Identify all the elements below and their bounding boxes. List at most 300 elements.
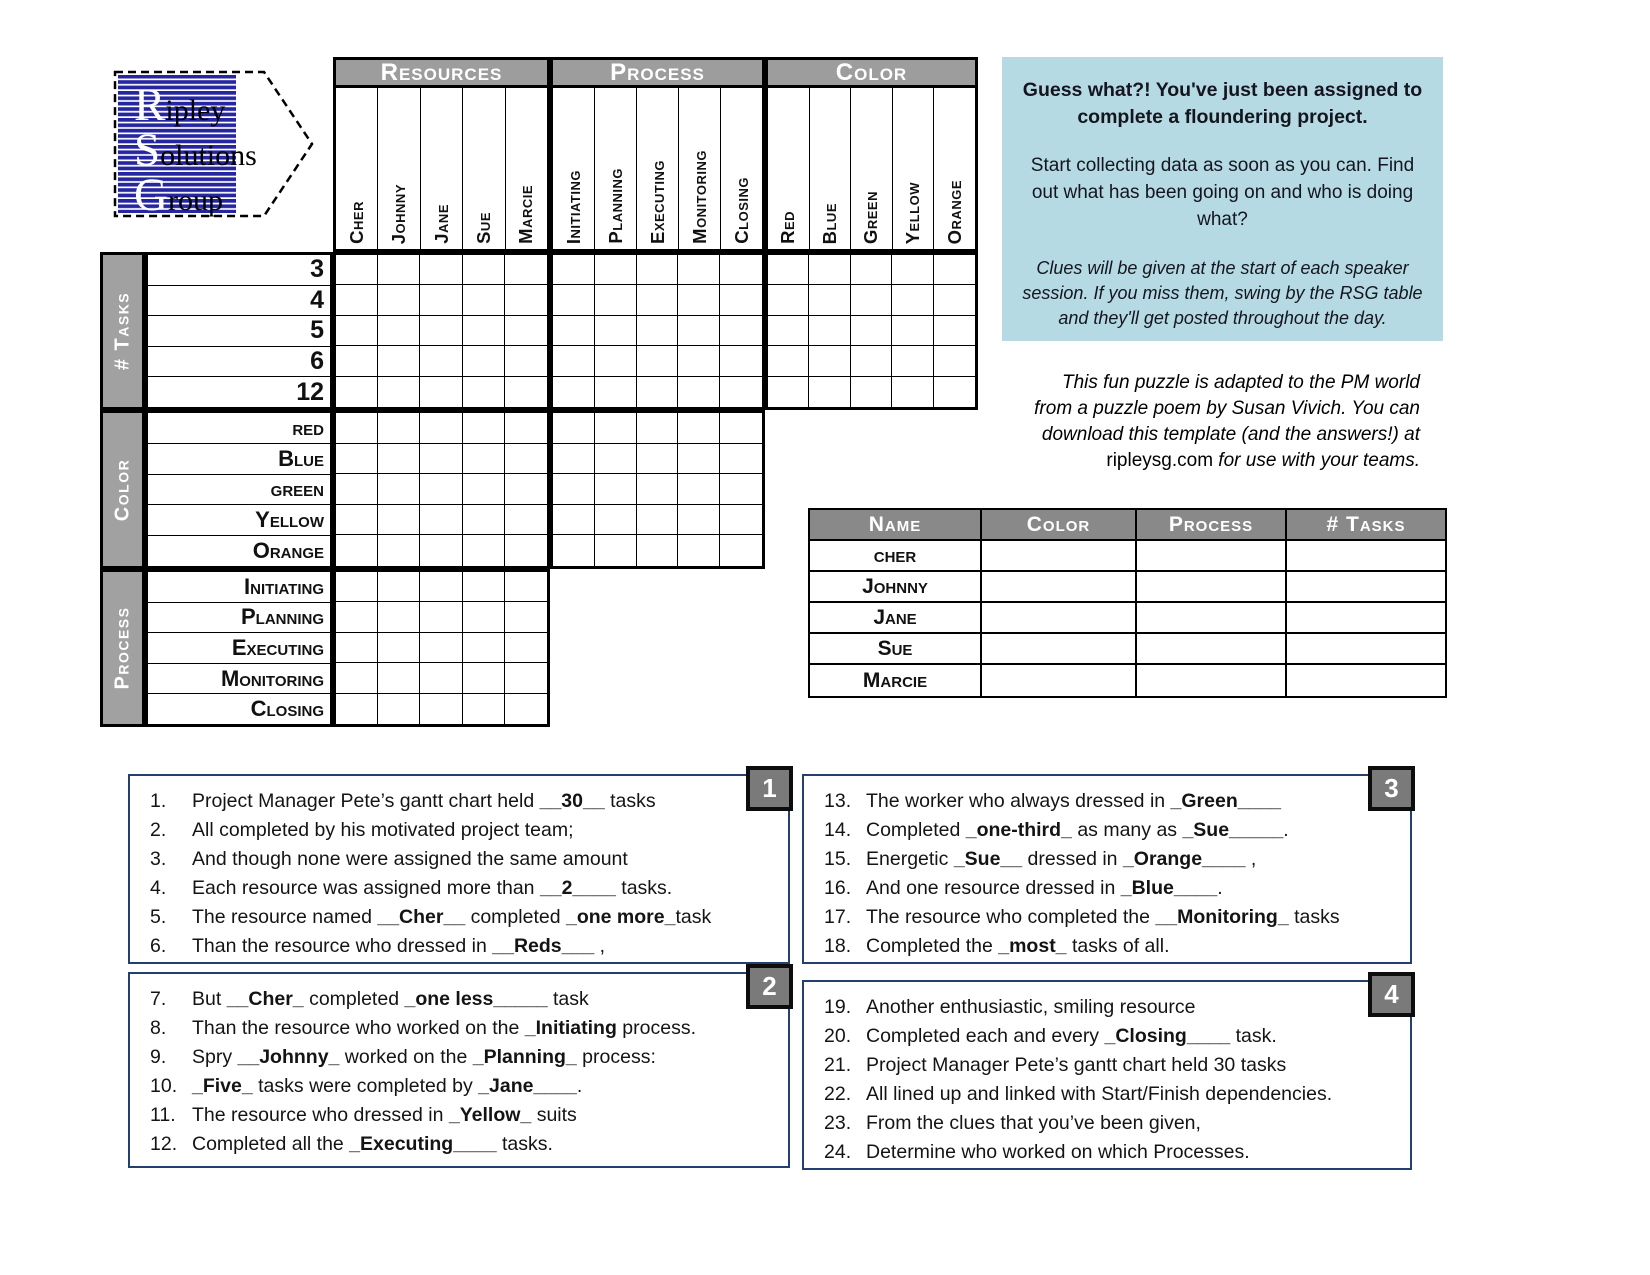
logo-rest-group: roup: [167, 184, 223, 217]
row-label-initiating: Initiating: [148, 572, 330, 603]
row-label-executing: Executing: [148, 633, 330, 664]
grid-cell[interactable]: [420, 505, 462, 536]
grid-cell[interactable]: [678, 285, 720, 315]
col-label-marcie: Marcie: [515, 185, 537, 244]
grid-cell[interactable]: [420, 285, 462, 315]
answer-table-row: [810, 665, 1445, 696]
clue-number: 12.: [150, 1133, 178, 1155]
grid-cell[interactable]: [378, 505, 420, 536]
answer-cell[interactable]: [1137, 603, 1287, 634]
clue-text-segment: Determine who worked on which Processes.: [866, 1141, 1250, 1163]
clue-answer-blank: _one less_____: [404, 988, 548, 1010]
grid-cell[interactable]: [378, 602, 420, 632]
answer-name-cher: cher: [810, 541, 982, 572]
grid-cell[interactable]: [463, 255, 505, 285]
grid-cell[interactable]: [934, 285, 975, 315]
grid-cell[interactable]: [505, 505, 547, 536]
grid-cell[interactable]: [463, 346, 505, 376]
grid-cell[interactable]: [720, 285, 762, 315]
grid-cell[interactable]: [595, 316, 637, 346]
grid-cell[interactable]: [420, 572, 462, 602]
col-label-cell: [637, 88, 679, 249]
grid-cell[interactable]: [336, 316, 378, 346]
grid-cell[interactable]: [378, 663, 420, 693]
clue-number: 2.: [150, 819, 167, 841]
clue-text-segment: task.: [1230, 1025, 1277, 1047]
grid-cell[interactable]: [378, 413, 420, 444]
grid-cell[interactable]: [420, 346, 462, 376]
clue-number: 11.: [150, 1104, 176, 1126]
row-label-12: 12: [296, 377, 324, 406]
answer-table-row: [810, 603, 1445, 634]
answer-cell[interactable]: [1287, 541, 1445, 572]
grid-cell[interactable]: [553, 474, 595, 505]
clue-answer-blank: _Blue____: [1120, 877, 1218, 899]
col-group-header-resources: Resources: [333, 57, 550, 88]
grid-cell[interactable]: [637, 444, 679, 475]
grid-cell[interactable]: [336, 694, 378, 724]
row-label-monitoring: Monitoring: [148, 664, 330, 695]
row-label-red: red: [148, 413, 330, 444]
clue-text-segment: tasks: [604, 790, 656, 812]
answer-cell[interactable]: [1287, 634, 1445, 665]
grid-cell[interactable]: [336, 377, 378, 407]
grid-cell[interactable]: [420, 316, 462, 346]
clue-number: 8.: [150, 1017, 167, 1039]
answer-header-process: Process: [1137, 510, 1287, 541]
clue-badge-1: 1: [746, 766, 793, 811]
grid-cell[interactable]: [553, 377, 595, 407]
answer-table-row: [810, 572, 1445, 603]
clue-text: [192, 874, 672, 903]
clue-text-segment: dressed in: [1022, 848, 1123, 870]
grid-cell[interactable]: [595, 285, 637, 315]
grid-cell[interactable]: [553, 444, 595, 475]
clue-text-segment: Each resource was assigned more than: [192, 877, 540, 899]
grid-cell[interactable]: [420, 602, 462, 632]
grid-cell[interactable]: [336, 346, 378, 376]
clue-text-segment: completed: [303, 988, 405, 1010]
grid-cell[interactable]: [378, 535, 420, 566]
grid-cell[interactable]: [768, 346, 809, 376]
grid-cell[interactable]: [637, 285, 679, 315]
clue-line: [824, 1109, 1410, 1138]
clue-box-4: [802, 980, 1412, 1170]
clue-answer-blank: _Jane____: [478, 1075, 577, 1097]
row-group-band-label-color: Color: [111, 458, 133, 521]
logo-initial-r: R: [134, 79, 166, 131]
grid-cell[interactable]: [336, 663, 378, 693]
grid-cell[interactable]: [678, 377, 720, 407]
grid-cell[interactable]: [678, 255, 720, 285]
clue-text-segment: as many as: [1071, 819, 1183, 841]
grid-cell[interactable]: [463, 663, 505, 693]
answer-cell[interactable]: [1137, 665, 1287, 696]
clue-text-segment: From the clues that you’ve been given,: [866, 1112, 1201, 1134]
grid-cell[interactable]: [505, 572, 547, 602]
clue-text-segment: Project Manager Pete’s gantt chart held: [192, 790, 540, 812]
grid-cell[interactable]: [851, 285, 892, 315]
grid-cell[interactable]: [851, 255, 892, 285]
grid-cell[interactable]: [892, 255, 933, 285]
clue-answer-blank: __30__: [539, 790, 605, 812]
grid-cell[interactable]: [768, 377, 809, 407]
grid-cell[interactable]: [720, 505, 762, 536]
clue-box-2: [128, 972, 790, 1168]
col-label-cell: [679, 88, 721, 249]
answer-name-sue: Sue: [810, 634, 982, 665]
grid-cell[interactable]: [851, 346, 892, 376]
grid-cell[interactable]: [637, 413, 679, 444]
clue-answer-blank: __Cher_: [226, 988, 304, 1010]
grid-cell[interactable]: [637, 255, 679, 285]
col-group-header-color: Color: [765, 57, 978, 88]
clue-answer-blank: _Five_: [192, 1075, 253, 1097]
clue-line: [824, 787, 1410, 816]
grid-cell[interactable]: [463, 694, 505, 724]
answer-cell[interactable]: [982, 572, 1137, 603]
grid-cell[interactable]: [595, 505, 637, 536]
grid-cell[interactable]: [378, 633, 420, 663]
answer-header-color: Color: [982, 510, 1137, 541]
grid-cell[interactable]: [720, 255, 762, 285]
clue-number: 1.: [150, 790, 167, 812]
answer-cell[interactable]: [1287, 603, 1445, 634]
answer-cell[interactable]: [982, 541, 1137, 572]
clue-text-segment: The resource who dressed in: [192, 1104, 449, 1126]
grid-cell[interactable]: [595, 255, 637, 285]
cell-block: [333, 410, 550, 569]
clue-text: [192, 903, 711, 932]
grid-cell[interactable]: [595, 474, 637, 505]
grid-cell[interactable]: [505, 346, 547, 376]
grid-cell[interactable]: [420, 413, 462, 444]
grid-cell[interactable]: [720, 413, 762, 444]
answer-cell[interactable]: [1137, 572, 1287, 603]
clue-text: [192, 787, 656, 816]
clue-text-segment: task: [547, 988, 589, 1010]
grid-cell[interactable]: [463, 285, 505, 315]
grid-cell[interactable]: [463, 572, 505, 602]
grid-cell[interactable]: [505, 535, 547, 566]
clue-line: [150, 874, 788, 903]
grid-cell[interactable]: [934, 316, 975, 346]
clue-text-segment: .: [576, 1075, 583, 1097]
grid-cell[interactable]: [553, 505, 595, 536]
clue-text-segment: .: [1217, 877, 1223, 899]
grid-cell[interactable]: [378, 444, 420, 475]
col-label-cell: [768, 88, 810, 249]
row-label-3: 3: [148, 255, 330, 286]
grid-cell[interactable]: [378, 316, 420, 346]
clue-text-segment: All completed by his motivated project team;: [192, 819, 574, 841]
logo-initial-s: S: [134, 124, 161, 176]
clue-text: [866, 816, 1289, 845]
clue-text-segment: completed: [465, 906, 566, 928]
grid-cell[interactable]: [934, 346, 975, 376]
clue-text-segment: Energetic: [866, 848, 954, 870]
grid-cell[interactable]: [678, 505, 720, 536]
grid-cell[interactable]: [336, 572, 378, 602]
row-labels-color: [145, 410, 333, 569]
grid-cell[interactable]: [678, 316, 720, 346]
grid-cell[interactable]: [720, 474, 762, 505]
col-label-executing: Executing: [646, 159, 668, 244]
row-labels-process: [145, 569, 333, 727]
answer-cell[interactable]: [982, 634, 1137, 665]
clue-answer-blank: _Sue_____: [1182, 819, 1284, 841]
col-label-cell: [336, 88, 378, 249]
clue-line: [150, 1101, 788, 1130]
grid-cell[interactable]: [768, 255, 809, 285]
grid-cell[interactable]: [809, 377, 850, 407]
info-box: [1002, 57, 1443, 341]
grid-cell[interactable]: [934, 255, 975, 285]
grid-cell[interactable]: [595, 377, 637, 407]
col-label-closing: Closing: [730, 177, 752, 244]
clue-text: [192, 1130, 553, 1159]
clue-text-segment: tasks: [1288, 906, 1340, 928]
grid-cell[interactable]: [595, 413, 637, 444]
grid-cell[interactable]: [720, 444, 762, 475]
grid-cell[interactable]: [463, 633, 505, 663]
col-label-cell: [463, 88, 505, 249]
grid-cell[interactable]: [595, 346, 637, 376]
logo-rest-ripley: ipley: [165, 94, 226, 127]
grid-cell[interactable]: [420, 535, 462, 566]
clue-answer-blank: _Green____: [1170, 790, 1282, 812]
grid-cell[interactable]: [463, 444, 505, 475]
col-label-blue: Blue: [818, 202, 840, 244]
clue-badge-3: 3: [1368, 766, 1415, 811]
grid-cell[interactable]: [505, 444, 547, 475]
col-label-green: Green: [860, 190, 882, 244]
grid-cell[interactable]: [336, 444, 378, 475]
clue-text: [866, 874, 1223, 903]
grid-cell[interactable]: [420, 663, 462, 693]
grid-cell[interactable]: [553, 346, 595, 376]
grid-cell[interactable]: [378, 346, 420, 376]
clue-text-segment: Spry: [192, 1046, 238, 1068]
answer-table-row: [810, 634, 1445, 665]
grid-cell[interactable]: [637, 377, 679, 407]
grid-cell[interactable]: [553, 316, 595, 346]
answer-cell[interactable]: [1137, 541, 1287, 572]
grid-cell[interactable]: [505, 285, 547, 315]
clue-text: [866, 1109, 1201, 1138]
grid-cell[interactable]: [720, 377, 762, 407]
grid-cell[interactable]: [809, 316, 850, 346]
clue-number: 4.: [150, 877, 167, 899]
clue-line: [150, 1130, 788, 1159]
row-label-yellow: Yellow: [148, 505, 330, 536]
grid-cell[interactable]: [678, 346, 720, 376]
clue-text-segment: Completed all the: [192, 1133, 350, 1155]
grid-cell[interactable]: [463, 413, 505, 444]
col-label-cell: [378, 88, 420, 249]
clue-line: [824, 1051, 1410, 1080]
clue-text-segment: ,: [1245, 848, 1257, 870]
grid-cell[interactable]: [420, 255, 462, 285]
grid-cell[interactable]: [463, 316, 505, 346]
grid-cell[interactable]: [336, 474, 378, 505]
grid-cell[interactable]: [892, 377, 933, 407]
clue-answer-blank: _most_: [998, 935, 1067, 957]
clue-number: 19.: [824, 996, 852, 1018]
answer-cell[interactable]: [1287, 572, 1445, 603]
clue-number: 3.: [150, 848, 167, 870]
clue-answer-blank: _one-third_: [965, 819, 1072, 841]
grid-cell[interactable]: [637, 346, 679, 376]
clue-text: [866, 845, 1256, 874]
grid-cell[interactable]: [809, 346, 850, 376]
grid-cell[interactable]: [505, 377, 547, 407]
clue-line: [824, 1022, 1410, 1051]
grid-cell[interactable]: [505, 413, 547, 444]
answer-cell[interactable]: [982, 665, 1137, 696]
row-group-band-process: [100, 569, 145, 727]
clue-text: [866, 903, 1340, 932]
grid-cell[interactable]: [420, 633, 462, 663]
clue-text: [866, 932, 1170, 961]
grid-cell[interactable]: [892, 285, 933, 315]
grid-cell[interactable]: [420, 694, 462, 724]
answer-cell[interactable]: [982, 603, 1137, 634]
answer-name-marcie: Marcie: [810, 665, 982, 696]
grid-cell[interactable]: [720, 316, 762, 346]
clue-text-segment: The resource who completed the: [866, 906, 1156, 928]
grid-cell[interactable]: [336, 535, 378, 566]
clue-number: 21.: [824, 1054, 852, 1076]
grid-cell[interactable]: [463, 377, 505, 407]
clue-text-segment: tasks.: [496, 1133, 553, 1155]
clue-box-3: [802, 774, 1412, 964]
grid-cell[interactable]: [678, 474, 720, 505]
logo-initial-g: G: [134, 169, 168, 221]
clue-line: [150, 787, 788, 816]
row-label-6: 6: [148, 347, 330, 378]
grid-cell[interactable]: [505, 633, 547, 663]
clue-answer-blank: _Yellow_: [448, 1104, 532, 1126]
col-label-jane: Jane: [430, 204, 452, 244]
grid-cell[interactable]: [553, 535, 595, 566]
grid-cell[interactable]: [463, 535, 505, 566]
grid-cell[interactable]: [505, 663, 547, 693]
answer-table-row: [810, 541, 1445, 572]
grid-cell[interactable]: [720, 535, 762, 566]
grid-cell[interactable]: [505, 602, 547, 632]
clue-text-segment: tasks of all.: [1066, 935, 1170, 957]
grid-cell[interactable]: [505, 694, 547, 724]
grid-cell[interactable]: [637, 474, 679, 505]
grid-cell[interactable]: [463, 474, 505, 505]
grid-cell[interactable]: [934, 377, 975, 407]
col-label-cell: [721, 88, 762, 249]
grid-cell[interactable]: [637, 535, 679, 566]
grid-cell[interactable]: [378, 694, 420, 724]
grid-cell[interactable]: [336, 413, 378, 444]
grid-cell[interactable]: [892, 316, 933, 346]
grid-cell[interactable]: [553, 255, 595, 285]
col-label-cell: [810, 88, 852, 249]
grid-cell[interactable]: [768, 285, 809, 315]
grid-cell[interactable]: [851, 377, 892, 407]
grid-cell[interactable]: [420, 474, 462, 505]
cell-block: [550, 410, 765, 569]
grid-cell[interactable]: [595, 444, 637, 475]
grid-cell[interactable]: [809, 285, 850, 315]
col-group-header-process: Process: [550, 57, 765, 88]
clue-number: 15.: [824, 848, 852, 870]
grid-cell[interactable]: [463, 505, 505, 536]
grid-cell[interactable]: [378, 474, 420, 505]
clue-line: [824, 845, 1410, 874]
grid-cell[interactable]: [595, 535, 637, 566]
grid-cell[interactable]: [378, 377, 420, 407]
grid-cell[interactable]: [720, 346, 762, 376]
answer-cell[interactable]: [1137, 634, 1287, 665]
clue-line: [824, 993, 1410, 1022]
clue-line: [150, 985, 788, 1014]
grid-cell[interactable]: [378, 255, 420, 285]
clue-answer-blank: _Executing____: [349, 1133, 497, 1155]
grid-cell[interactable]: [336, 505, 378, 536]
col-label-sue: Sue: [472, 212, 494, 244]
clue-text-segment: All lined up and linked with Start/Finish dependencies.: [866, 1083, 1333, 1105]
grid-cell[interactable]: [553, 285, 595, 315]
grid-cell[interactable]: [378, 572, 420, 602]
clue-text-segment: And one resource dressed in: [866, 877, 1121, 899]
grid-cell[interactable]: [336, 633, 378, 663]
grid-cell[interactable]: [463, 602, 505, 632]
clue-answer-blank: _Sue__: [953, 848, 1023, 870]
grid-cell[interactable]: [637, 505, 679, 536]
grid-cell[interactable]: [505, 316, 547, 346]
clue-number: 23.: [824, 1112, 852, 1134]
col-label-planning: Planning: [604, 168, 626, 244]
grid-cell[interactable]: [336, 255, 378, 285]
row-group-band-color: [100, 410, 145, 569]
grid-cell[interactable]: [678, 535, 720, 566]
answer-cell[interactable]: [1287, 665, 1445, 696]
clue-line: [150, 845, 788, 874]
grid-cell[interactable]: [420, 444, 462, 475]
grid-cell[interactable]: [851, 316, 892, 346]
grid-cell[interactable]: [553, 413, 595, 444]
clue-text-segment: process:: [576, 1046, 656, 1068]
row-labels--tasks: [145, 252, 333, 410]
grid-cell[interactable]: [768, 316, 809, 346]
grid-cell[interactable]: [809, 255, 850, 285]
grid-cell[interactable]: [892, 346, 933, 376]
row-label-green: green: [148, 475, 330, 506]
grid-cell[interactable]: [420, 377, 462, 407]
clue-answer-blank: _Orange____: [1122, 848, 1246, 870]
grid-cell[interactable]: [678, 444, 720, 475]
answer-name-jane: Jane: [810, 603, 982, 634]
grid-cell[interactable]: [678, 413, 720, 444]
grid-cell[interactable]: [637, 316, 679, 346]
grid-cell[interactable]: [505, 474, 547, 505]
cell-block: [333, 569, 550, 727]
grid-cell[interactable]: [336, 602, 378, 632]
grid-cell[interactable]: [378, 285, 420, 315]
clue-line: [824, 932, 1410, 961]
clue-text-segment: worked on the: [339, 1046, 473, 1068]
grid-cell[interactable]: [336, 285, 378, 315]
grid-cell[interactable]: [505, 255, 547, 285]
clue-text: [192, 932, 605, 961]
